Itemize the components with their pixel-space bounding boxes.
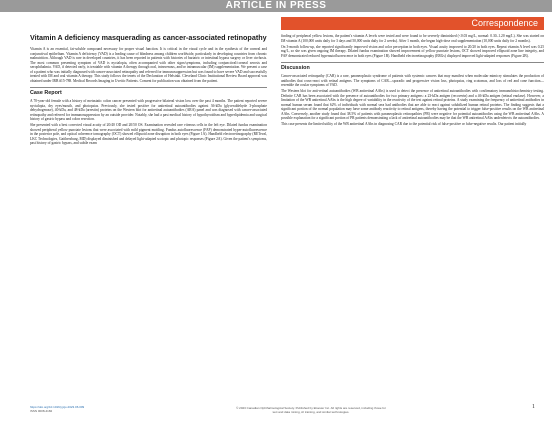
case-continued-paragraph: On 3-month follow-up, she reported significantly improved vision and color perception in both eyes. Visual acuity improved to 20/20 in both eyes. Repeat vitamin A level was 0.25 mg/L, so she was given ongoing IM therapy. Dilated fundus examination showed improvement of yellow punctate lesions, OCT showed improved ellipsoid zone line integrity, and FAF demonstrated reduced hyperautofluorescence in both eyes (Figure 1B). Handheld electroretinography (ERGs) displayed improved light-adapted responses (Figure 2B). — [281, 44, 544, 58]
article-in-press-banner: ARTICLE IN PRESS — [0, 0, 552, 12]
footer-identifiers — [30, 406, 110, 414]
section-tag: Correspondence — [281, 17, 544, 30]
discussion-paragraph: Cancer-associated retinopathy (CAR) is a rare, paraneoplastic syndrome of patients with systemic cancers that may manifest when molecular mimicry stimulates the production of antibodies that cross-react with retinal antigens. The symptoms of CAR—sporadic and progressive vision loss, photopsias, ring scotomas, and loss of red and cone function—resemble the ocular symptoms of VAD. — [281, 74, 544, 87]
doi-link[interactable]: https://doi.org/10.1016/j.jcjo.2023.06.009 — [30, 405, 85, 409]
discussion-paragraph: The Western blot for anti-retinal autoantibodies (WB antiretinal AAbs) is used to detect the presence of antiretinal autoantibodies with confirmatory immunohistochemistry testing. Definite CAR has been associated with the presence of autoantibodies for two primary antigens: a 23-kDa antigen (recoverin) and a 46-kDa antigen (retinal enolase). However, a limitation of the WB antiretinal AAbs is the high degree of variability in the reactivity of the test against retinal proteins. A study examining the frequency of antiretinal antibodies in normal human serum found that 62% of individuals with normal sera had antibodies that are able to react against solubilized human retinal proteins. The finding suggests that a significant portion of the normal population may have some antibody reactivity to retinal antigens, thereby having the potential to trigger false-positive results on the WB antiretinal AAbs. Conversely, another study found that 38.5% of patients with paraneoplastic retinopathies (PR) were negative for potential autoantibodies using the WB antiretinal AAbs. A possible explanation for a significant portion of PR patients demonstrating a lack of antiretinal autoantibodies may be that the WB antiretinal AAbs underdetects the autoantibodies. — [281, 89, 544, 120]
page-number: 1 — [532, 404, 535, 410]
left-column — [30, 34, 267, 147]
case-continued-paragraph: finding of peripheral yellow lesions, the patient's vitamin A levels were tested and were found to be severely diminished (<0.03 mg/L, normal: 0.30–1.20 mg/L). She was started on IM vitamin A (100,000 units daily for 3 days and 50,000 units daily for 2 weeks). After 1 month, she began high-dose oral supplementation (10,000 units daily for 2 months). — [281, 34, 544, 43]
case-report-heading: Case Report — [30, 87, 267, 97]
case-paragraph: She presented with a best corrected visual acuity of 20/40 OD and 20/50 OS. Examination revealed rare vitreous cells in the left eye. Dilated fundus examination showed peripheral yellow punctate lesions that were associated with mild pigment mottling. Fundus autofluorescence (FAF) demonstrated hyper-autofluorescence in the posterior pole, and optical coherence tomography (OCT) showed ellipsoid zone disruption in both eyes (Figure 1A). Handheld electroretinography (RETeval, LKC Technologies, Gaithersburg, MD) displayed diminished and delayed light-adapted scotopic and photopic responses (Figure 2A). Given the patient's symptoms, past history of gastric bypass, and subtle exam — [30, 123, 267, 146]
issn: ISSN 0008-4182 — [30, 408, 53, 413]
discussion-paragraph: This case presents the limited utility of the WB antiretinal AAbs in diagnosing CAR due to the potential risk of false-positive or false-negative results. Our patient initially — [281, 122, 527, 126]
article-title: Vitamin A deficiency masquerading as cancer-associated retinopathy — [30, 33, 267, 42]
case-paragraph: A 70-year-old female with a history of metastatic colon cancer presented with progressive bilateral vision loss over the past 4 months. The patient reported severe nyctalopia, dry eyes/mouth, and photopsias. Previously, she tested positive for antiretinal autoantibodies against 36-kDa (glyceraldehyde 3-phosphate dehydrogenase), 40-kDa, and 48-kDa (arrestin) proteins on the Western blot for antiretinal autoantibodies (ARA) panel and was diagnosed with cancer-associated retinopathy and referred for immunosuppression by an outside provider. Notably, she had a past medical history of hypothyroidism and hyperlipidemia and surgical history of gastric bypass and colon resection. — [30, 99, 267, 122]
intro-paragraph: Vitamin A is an essential, fat-soluble compound necessary for proper visual function. It is critical in the visual cycle and in the synthesis of the corneal and conjunctival epithelium. Vitamin A deficiency (VAD) is a leading cause of blindness among children worldwide, particularly in developing countries from chronic malnutrition. Although VAD is rare in developed countries, it has been reported in patients with histories of bariatric or intestinal bypass surgery or liver cirrhosis. The most common presenting symptom of VAD is nyctalopia, often accompanied with other signs/symptoms, including conjunctival/corneal xerosis and xerophthalmia. VAD, if detected early, is treatable with vitamin A therapy through oral, intravenous, and/or intramuscular (IM) supplementation. We present a case of a patient who was initially diagnosed with cancer-associated retinopathy and referred for immunosuppression but was found to have severe VAD and successfully treated with IM and oral vitamin A therapy. This study follows the tenets of the Declaration of Helsinki. Cleveland Clinic Institutional Review Board approval was obtained under IRB #15-788. Medical Records Imaging in Uveitic Patients. Consent for publication was obtained from the patient. — [30, 47, 267, 83]
copyright-notice: © 2023 Canadian Ophthalmological Society. Published by Elsevier Inc. All rights are reserved, including those for text and data mining, AI training, and similar technologies. — [236, 406, 386, 414]
discussion-heading: Discussion — [281, 62, 544, 72]
right-column — [281, 34, 544, 128]
